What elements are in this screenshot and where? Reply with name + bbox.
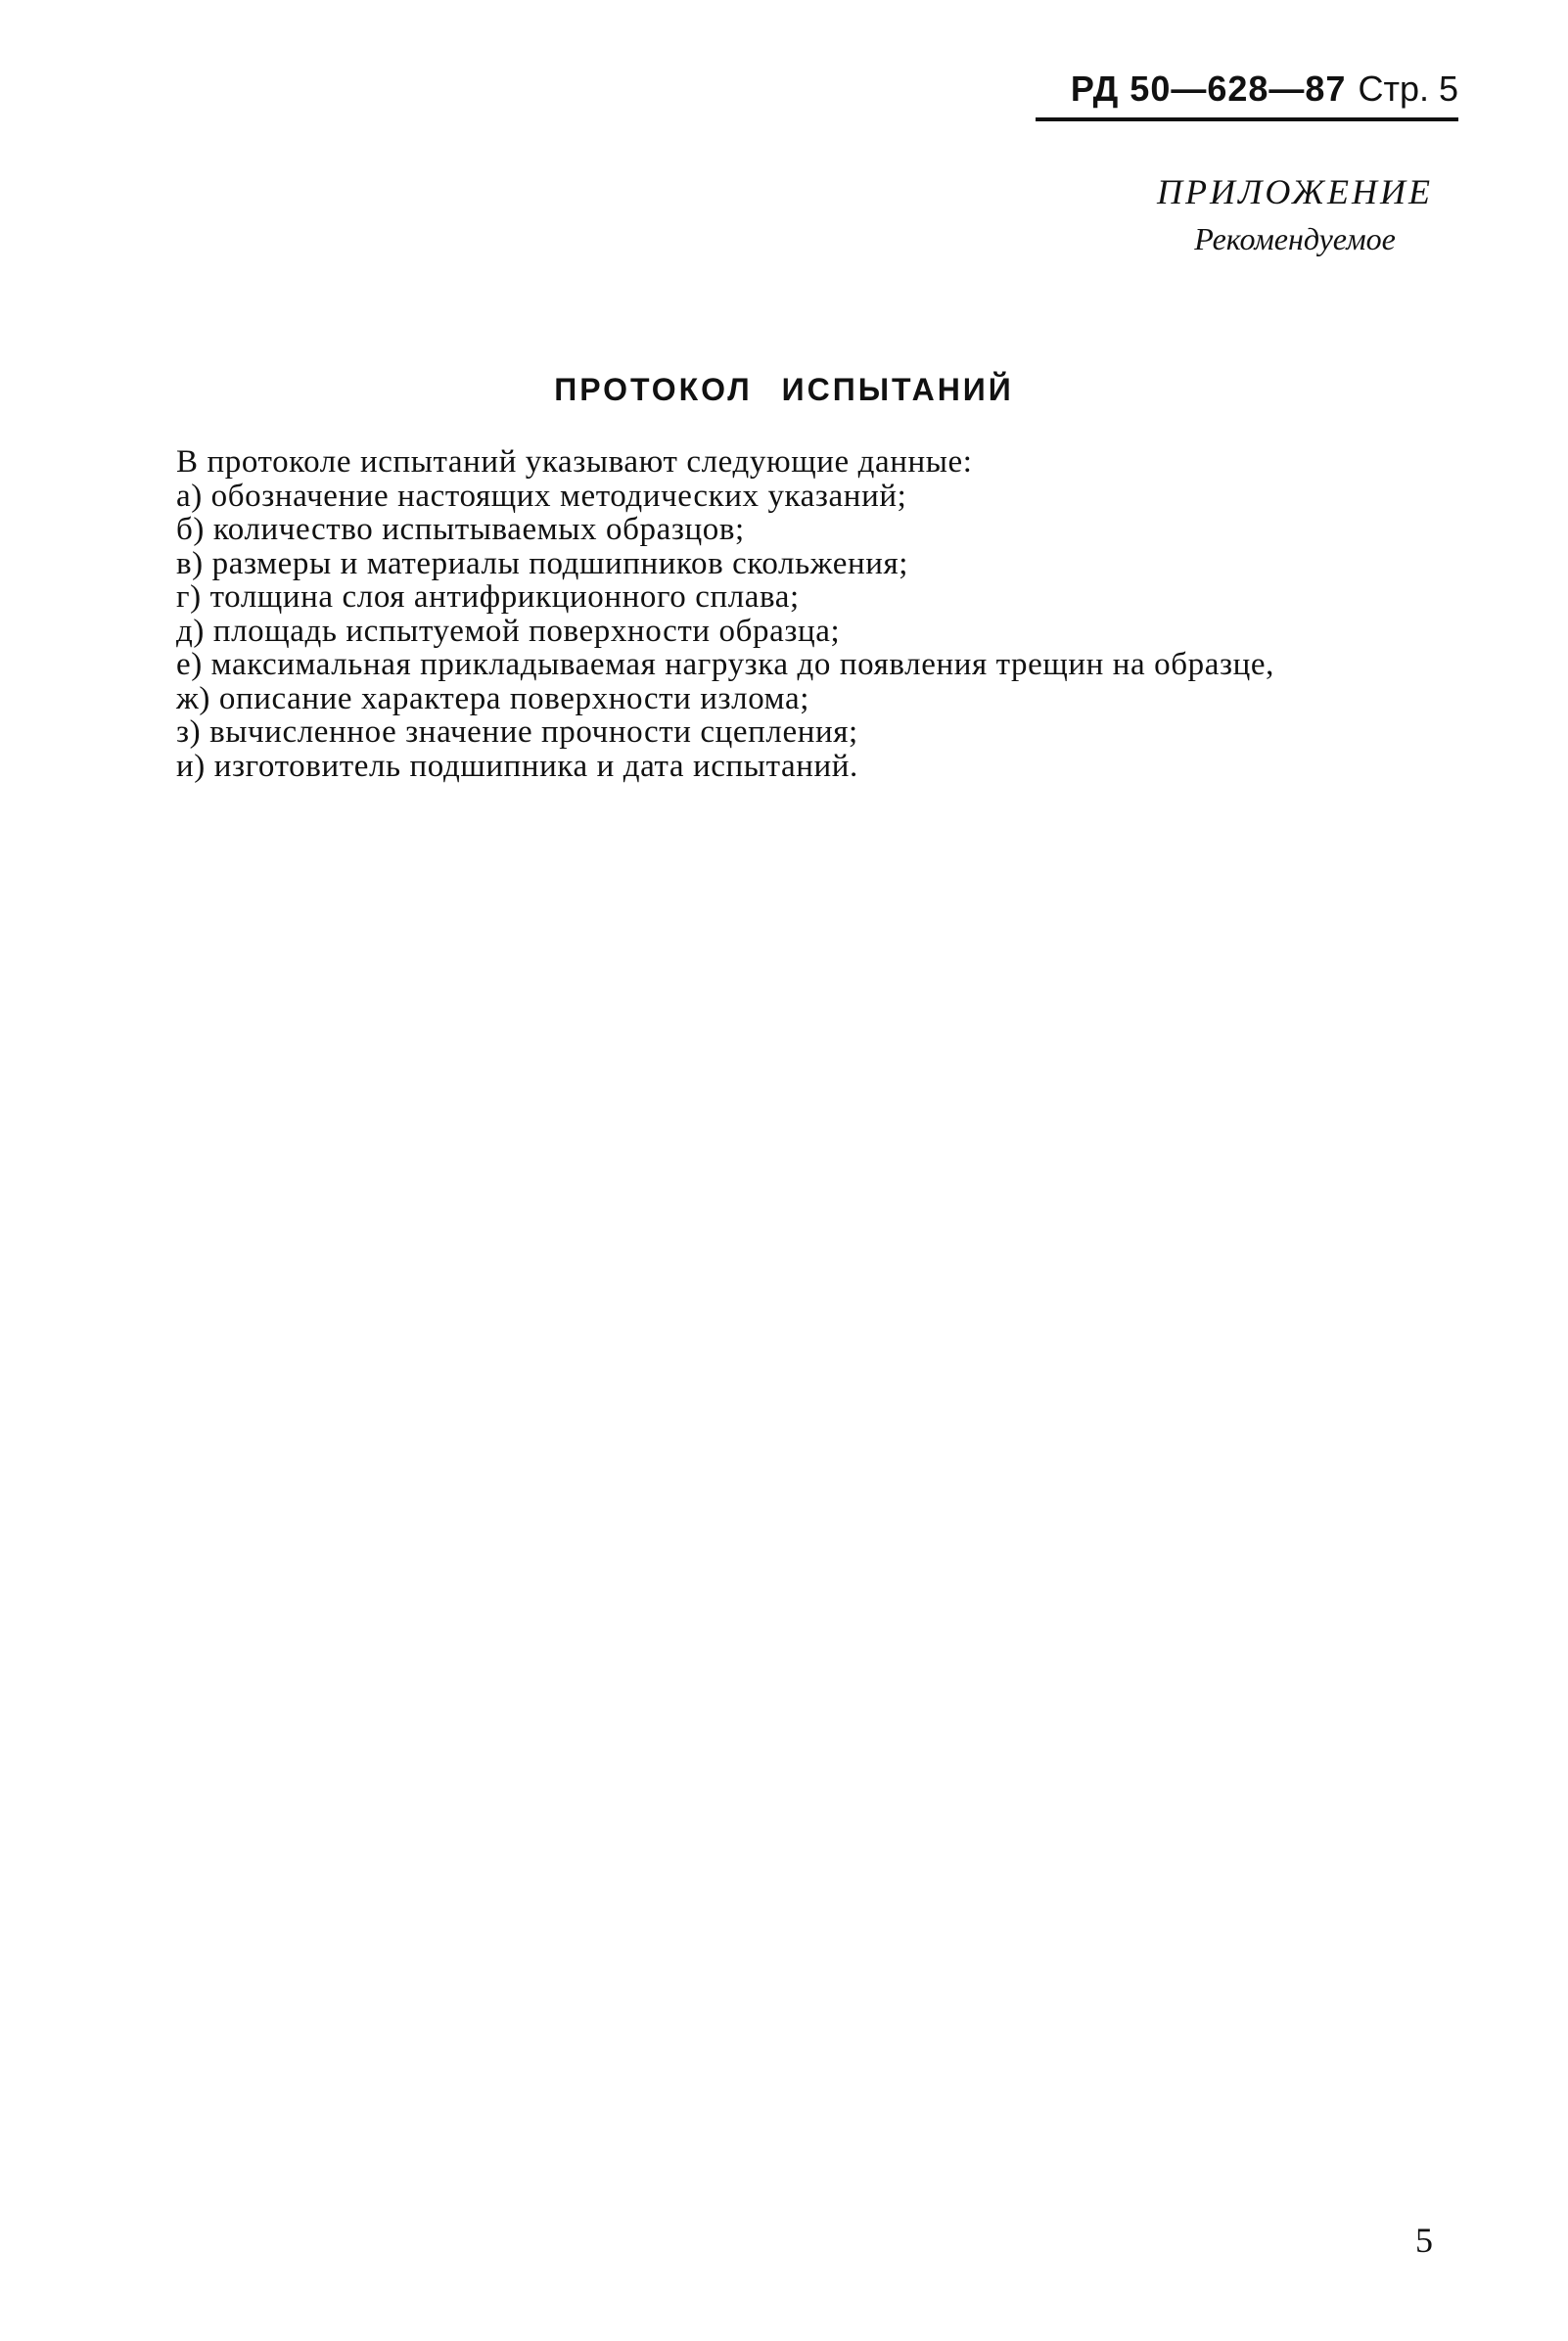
document-code: РД 50—628—87	[1070, 69, 1347, 109]
appendix-subtitle: Рекомендуемое	[1194, 221, 1396, 256]
list-item: г) толщина слоя антифрикционного сплава;	[176, 579, 800, 615]
list-item: б) количество испытываемых образцов;	[176, 512, 745, 547]
list-item: д) площадь испытуемой поверхности образца;	[176, 613, 841, 649]
header-rule	[1036, 117, 1458, 121]
appendix-block	[1157, 168, 1433, 262]
document-title: ПРОТОКОЛ ИСПЫТАНИЙ	[554, 372, 1014, 407]
list-item: в) размеры и материалы подшипников скольжения;	[176, 545, 909, 581]
page-header	[1071, 69, 1458, 110]
list-item: з) вычисленное значение прочности сцепления;	[176, 714, 858, 750]
list-item: е) максимальная прикладываемая нагрузка до появления трещин на образце,	[176, 647, 1274, 682]
page-number: 5	[1415, 2221, 1433, 2260]
appendix-title: ПРИЛОЖЕНИЕ	[1157, 172, 1433, 211]
document-body	[98, 445, 1468, 783]
list-item: и) изготовитель подшипника и дата испытаний.	[176, 748, 858, 784]
intro-paragraph: В протоколе испытаний указывают следующие данные:	[176, 444, 973, 480]
header-page-label: Стр. 5	[1358, 69, 1458, 109]
list-item: ж) описание характера поверхности излома;	[176, 680, 809, 716]
list-item: а) обозначение настоящих методических указаний;	[176, 478, 907, 514]
